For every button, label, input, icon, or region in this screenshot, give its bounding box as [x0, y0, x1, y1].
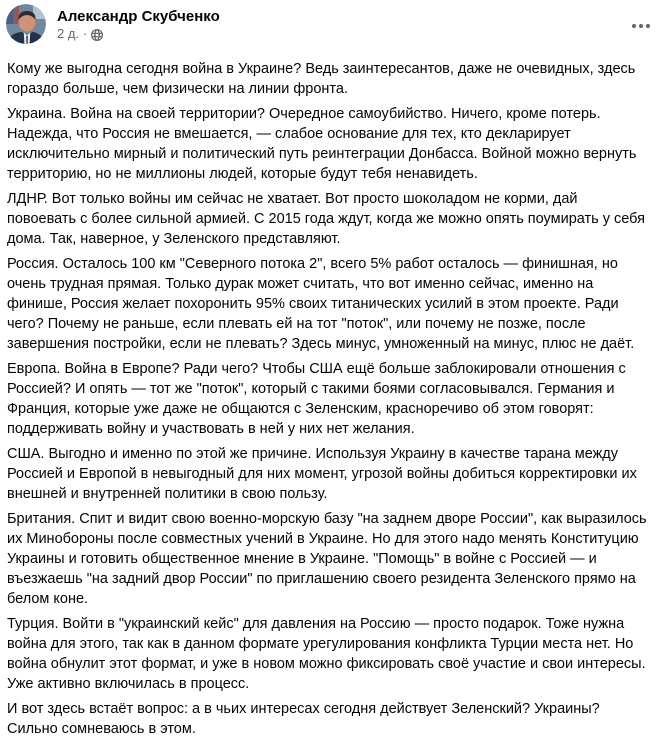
timestamp[interactable]: 2 д. — [57, 26, 80, 41]
author-name[interactable]: Александр Скубченко — [57, 8, 220, 25]
post-paragraph: ЛДНР. Вот только войны им сейчас не хватает. Вот просто шоколадом не корми, дай повоевать с более сильной армией. С 2015 года ждут, когда же можно опять поумирать у себя дома. Так, наверное, у Зеленского представляют. — [7, 191, 650, 247]
post-meta — [57, 26, 103, 42]
post-paragraph: Турция. Войти в "украинский кейс" для давления на Россию — просто подарок. Тоже нужна война для этого, так как в данном формате урегулирования конфликта Турции места нет. Но война обнулит этот формат, и уже в новом можно фиксировать своё участие и свои интересы. Уже активно включилась в процесс. — [7, 616, 650, 692]
post-paragraph: США. Выгодно и именно по этой же причине. Используя Украину в качестве тарана между Россией и Европой в невыгодный для них момент, угрозой войны добиться корректировки их внешней и внутренней политики в свою пользу. — [7, 446, 641, 502]
more-button[interactable] — [623, 13, 659, 39]
ellipsis-icon — [632, 24, 636, 28]
meta-separator: · — [83, 26, 88, 41]
post-paragraph: И вот здесь встаёт вопрос: а в чьих интересах сегодня действует Зеленский? Украины? Сильно сомневаюсь в этом. — [7, 701, 604, 737]
post-paragraph: Россия. Осталось 100 км "Северного потока 2", всего 5% работ осталось — финишная, но очень трудная прямая. Только дурак может считать, что вот именно сейчас, именно на финише, Россия желает похоронить 95% своих титанических усилий в этом проекте. Ради чего? Почему не раньше, если плевать ей на тот "поток", или почему не позже, после завершения постройки, если не плевать? Здесь минус, умноженный на минус, плюс не даёт. — [7, 256, 635, 352]
globe-icon — [91, 29, 103, 41]
avatar-photo — [6, 4, 46, 44]
post-paragraph: Кому же выгодна сегодня война в Украине? Ведь заинтересантов, даже не очевидных, здесь гораздо больше, чем физически на линии фронта. — [7, 61, 640, 97]
avatar[interactable] — [6, 4, 46, 44]
post-paragraph: Европа. Война в Европе? Ради чего? Чтобы США ещё больше заблокировали отношения с Россией? И опять — тот же "поток", который с такими боями согласовывался. Германия и Франция, которые уже даже не общаются с Зеленским, красноречиво об этом говорят: поддерживать войну и участвовать в ней у них нет желания. — [7, 361, 630, 437]
post-body — [0, 50, 665, 739]
post-header — [0, 0, 665, 50]
post-paragraph: Британия. Спит и видит свою военно-морскую базу "на заднем дворе России", как выразилось их Минобороны после совместных учений в Украине. Но для этого надо менять Конституцию Украины и готовить общественное мнение в Украине. "Помощь" в войне с Россией — и въезжаешь "на задний двор России" по приглашению своего резидента Зеленского прямо на белом коне. — [7, 511, 651, 607]
post-paragraph: Украина. Война на своей территории? Очередное самоубийство. Ничего, кроме потерь. Надежда, что Россия не вмешается, — слабое основание для тех, кто декларирует исключительно мирный и политический путь реинтеграции Донбасса. Войной можно вернуть территорию, но не миллионы людей, которые будут тебя ненавидеть. — [7, 106, 641, 182]
